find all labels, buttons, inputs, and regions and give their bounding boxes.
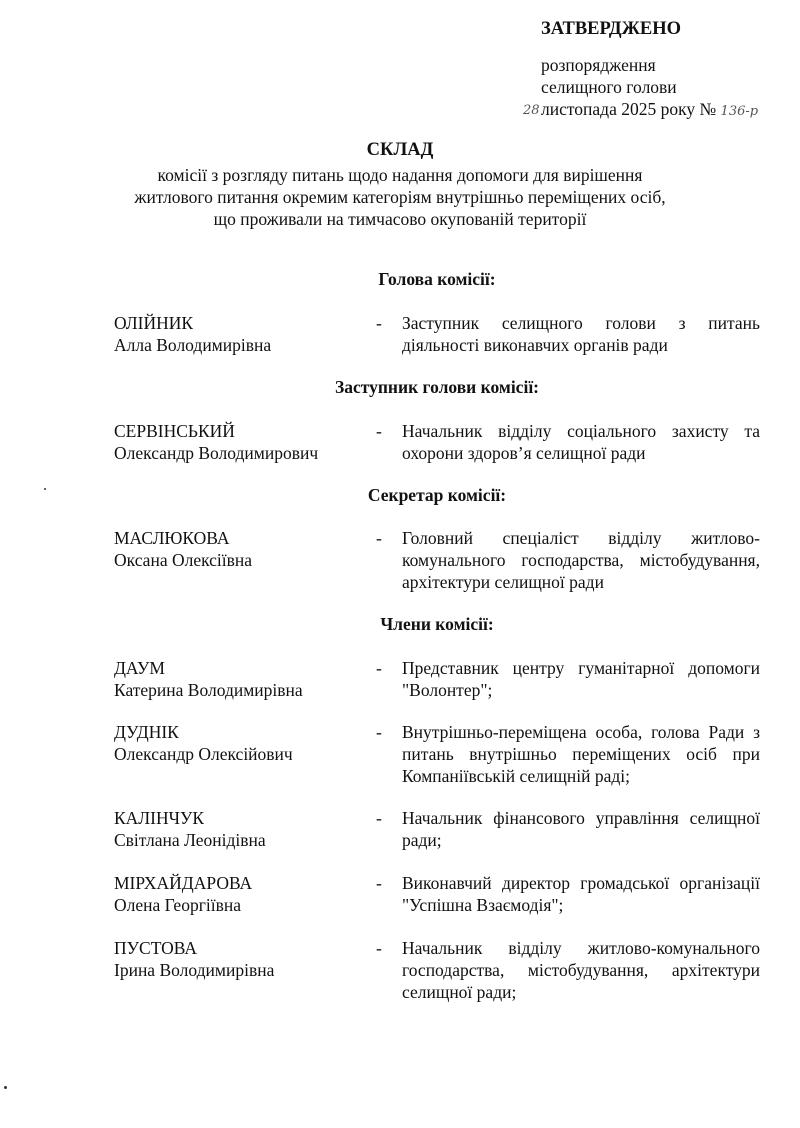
member-role: Начальник відділу житлово-комунального господарства, містобудування, архітектури селищної ради; — [402, 938, 760, 1002]
member-given-name: Олександр Олексійович — [114, 744, 293, 764]
scan-speck — [44, 488, 46, 490]
member-given-name: Оксана Олексіївна — [114, 550, 253, 570]
dash: - — [376, 658, 382, 678]
section-secretary: Секретар комісії: — [367, 485, 507, 505]
dash: - — [376, 938, 382, 958]
handwritten-number: 136-р — [720, 104, 759, 119]
approval-date-line — [523, 98, 759, 123]
member-surname: ПУСТОВА — [114, 938, 198, 958]
heading-line-2: житлового питання окремим категоріям внутрішньо переміщених осіб, — [134, 187, 666, 207]
member-role: Виконавчий директор громадської організації "Успішна Взаємодія"; — [402, 873, 760, 915]
member-surname: ДАУМ — [114, 658, 165, 678]
approval-date-text: листопада 2025 року № — [541, 99, 717, 119]
member-surname: ОЛІЙНИК — [114, 313, 194, 333]
document-title: СКЛАД — [366, 140, 434, 160]
member-surname: СЕРВІНСЬКИЙ — [114, 421, 235, 441]
member-role: Представник центру гуманітарної допомоги "Волонтер"; — [402, 658, 760, 700]
member-role: Головний спеціаліст відділу житлово-комунального господарства, містобудування, архітектури селищної ради — [402, 528, 760, 592]
heading-line-1: комісії з розгляду питань щодо надання допомоги для вирішення — [157, 165, 643, 185]
approval-line-2: селищного голови — [541, 77, 677, 97]
member-name — [114, 527, 364, 571]
document-heading — [0, 139, 800, 230]
dash: - — [376, 808, 382, 828]
member-role: Внутрішньо-переміщена особа, голова Ради з питань внутрішньо переміщених осіб при Компаніївській селищній раді; — [402, 722, 760, 786]
approval-block — [523, 18, 759, 123]
member-name — [114, 872, 364, 916]
scan-speck — [4, 1086, 7, 1089]
member-given-name: Алла Володимирівна — [114, 335, 272, 355]
dash: - — [376, 528, 382, 548]
member-name — [114, 937, 364, 981]
member-surname: МАСЛЮКОВА — [114, 528, 230, 548]
heading-line-3: що проживали на тимчасово окупованій території — [213, 209, 587, 229]
dash: - — [376, 313, 382, 333]
member-name — [114, 312, 364, 356]
member-name — [114, 657, 364, 701]
member-name — [114, 420, 364, 464]
member-given-name: Світлана Леонідівна — [114, 830, 266, 850]
member-surname: МІРХАЙДАРОВА — [114, 873, 253, 893]
section-head: Голова комісії: — [378, 269, 496, 289]
approval-line-1: розпорядження — [541, 55, 656, 75]
section-members: Члени комісії: — [380, 614, 494, 634]
member-role: Начальник фінансового управління селищної ради; — [402, 808, 760, 850]
member-given-name: Олександр Володимирович — [114, 443, 319, 463]
member-name — [114, 721, 364, 765]
member-surname: КАЛІНЧУК — [114, 808, 205, 828]
member-surname: ДУДНІК — [114, 722, 179, 742]
dash: - — [376, 873, 382, 893]
handwritten-day: 28 — [523, 103, 540, 118]
approval-title: ЗАТВЕРДЖЕНО — [541, 19, 681, 39]
member-given-name: Ірина Володимирівна — [114, 960, 275, 980]
member-given-name: Катерина Володимирівна — [114, 680, 303, 700]
member-name — [114, 807, 364, 851]
member-role: Заступник селищного голови з питань діяльності виконавчих органів ради — [402, 313, 760, 355]
dash: - — [376, 722, 382, 742]
section-deputy: Заступник голови комісії: — [334, 377, 540, 397]
member-given-name: Олена Георгіївна — [114, 895, 241, 915]
dash: - — [376, 421, 382, 441]
member-role: Начальник відділу соціального захисту та охорони здоров’я селищної ради — [402, 421, 760, 463]
